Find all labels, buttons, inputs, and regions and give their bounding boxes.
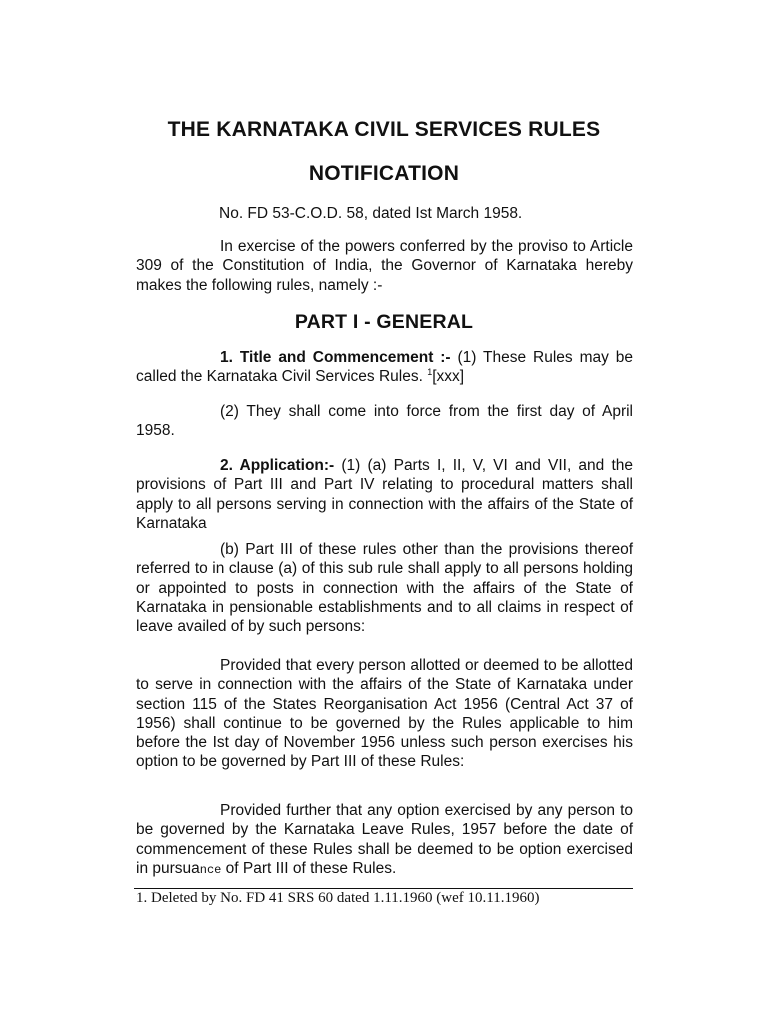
footnote-divider	[134, 888, 633, 889]
proviso1-paragraph	[136, 656, 633, 772]
preamble-paragraph	[136, 237, 633, 295]
rule2-text: (1) (a) Parts I, II, V, VI and VII, and the provisions of Part III and Part IV relating to procedural matters shall apply to all persons serving in connection with the affairs of the State of Karnataka	[136, 457, 633, 532]
part-heading: PART I - GENERAL	[294, 311, 474, 333]
preamble-text: In exercise of the powers conferred by the proviso to Article 309 of the Constitution of India, the Governor of Karnataka hereby makes the following rules, namely :-	[136, 238, 633, 294]
rule1-sub2-text: (2) They shall come into force from the first day of April 1958.	[136, 403, 633, 440]
rule1-sub2-paragraph	[136, 402, 633, 441]
rule1-heading: 1. Title and Commencement :-	[220, 349, 451, 366]
footnote-ref[interactable]: 1	[427, 367, 433, 378]
rule2-sub-b-text: (b) Part III of these rules other than the provisions thereof referred to in clause (a) of this sub rule shall apply to all persons holding or appointed to posts in connection with the affairs of the State of Karnataka in pensionable establishments and to all claims in respect of leave availed of by such persons:	[136, 541, 633, 636]
proviso2-mono-fragment: nce	[199, 862, 222, 877]
rule2-sub-b-paragraph	[136, 540, 633, 636]
notification-number: No. FD 53-C.O.D. 58, dated Ist March 1958.	[219, 205, 523, 222]
rule1-paragraph	[136, 348, 633, 387]
rule1-text: (1) These Rules may be called the Karnataka Civil Services Rules.	[136, 349, 633, 386]
rule1-deleted-marker: [xxx]	[432, 368, 465, 386]
proviso2-text: Provided further that any option exercised by any person to be governed by the Karnataka Leave Rules, 1957 before the date of commencement of these Rules shall be deemed to be option exercised in pursua	[136, 802, 633, 877]
notification-heading: NOTIFICATION	[308, 162, 460, 185]
rule2-paragraph	[136, 456, 633, 533]
footnote: 1. Deleted by No. FD 41 SRS 60 dated 1.11.1960 (wef 10.11.1960)	[136, 890, 540, 906]
proviso2-text-end: of Part III of these Rules.	[221, 859, 397, 877]
document-title: THE KARNATAKA CIVIL SERVICES RULES	[167, 118, 601, 141]
proviso2-paragraph	[136, 801, 633, 880]
proviso1-text: Provided that every person allotted or deemed to be allotted to serve in connection with the affairs of the State of Karnataka under section 115 of the States Reorganisation Act 1956 (Central Act 37 of 1956) shall continue to be governed by the Rules applicable to him before the Ist day of November 1956 unless such person exercises his option to be governed by Part III of these Rules:	[136, 657, 633, 771]
rule2-heading: 2. Application:-	[220, 457, 335, 474]
